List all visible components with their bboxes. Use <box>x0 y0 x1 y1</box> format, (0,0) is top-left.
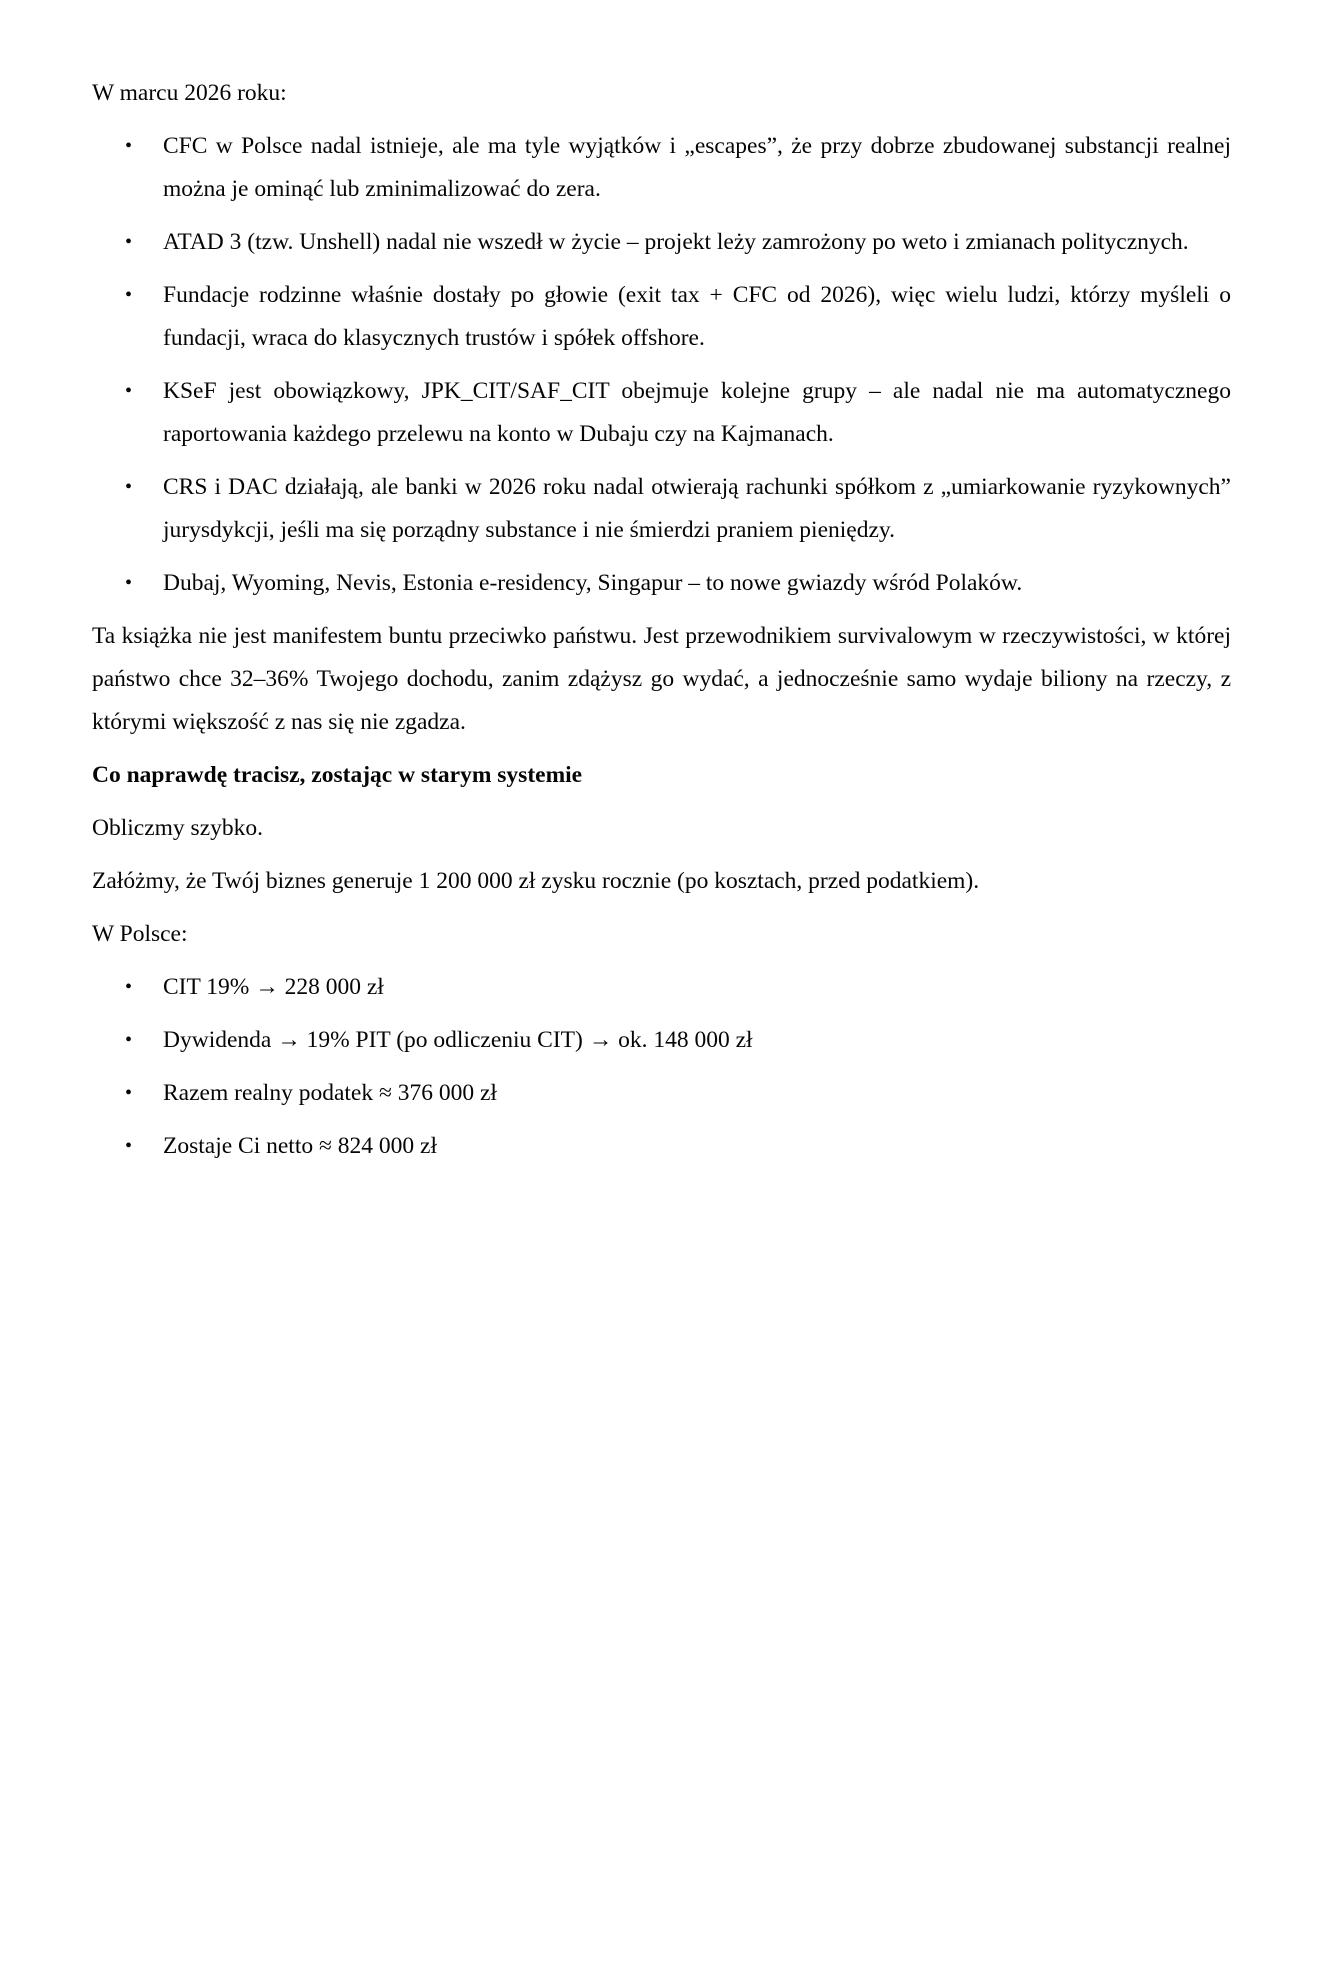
list-item: • Zostaje Ci netto ≈ 824 000 zł <box>92 1125 1231 1168</box>
list-item: • CRS i DAC działają, ale banki w 2026 roku nadal otwierają rachunki spółkom z „umiarkowanie ryzykownych” jurysdykcji, jeśli ma się porządny substance i nie śmierdzi praniem pieniędzy. <box>92 466 1231 552</box>
bullet-list-2026 <box>92 125 1231 605</box>
list-item: • ATAD 3 (tzw. Unshell) nadal nie wszedł w życie – projekt leży zamrożony po weto i zmianach politycznych. <box>92 221 1231 264</box>
poland-tax-list <box>92 966 1231 1168</box>
list-item: • KSeF jest obowiązkowy, JPK_CIT/SAF_CIT obejmuje kolejne grupy – ale nadal nie ma automatycznego raportowania każdego przelewu na konto w Dubaju czy na Kajmanach. <box>92 370 1231 456</box>
assumption-paragraph: Załóżmy, że Twój biznes generuje 1 200 000 zł zysku rocznie (po kosztach, przed podatkiem). <box>92 868 980 894</box>
list-item: • Fundacje rodzinne właśnie dostały po głowie (exit tax + CFC od 2026), więc wielu ludzi, którzy myśleli o fundacji, wraca do klasycznych trustów i spółek offshore. <box>92 274 1231 360</box>
list-item: • Dubaj, Wyoming, Nevis, Estonia e-residency, Singapur – to nowe gwiazdy wśród Polaków. <box>92 562 1231 605</box>
section-heading: Co naprawdę tracisz, zostając w starym systemie <box>92 762 583 788</box>
book-description-paragraph: Ta książka nie jest manifestem buntu przeciwko państwu. Jest przewodnikiem survivalowym w rzeczywistości, w której państwo chce 32–36% Twojego dochodu, zanim zdążysz go wydać, a jednocześnie samo wydaje biliony na rzeczy, z którymi większość z nas się nie zgadza. <box>92 623 1231 735</box>
list-item: • Razem realny podatek ≈ 376 000 zł <box>92 1072 1231 1115</box>
list-item: • CIT 19% → 228 000 zł <box>92 966 1231 1009</box>
intro-paragraph: W marcu 2026 roku: <box>92 80 287 106</box>
list-item: • Dywidenda → 19% PIT (po odliczeniu CIT) → ok. 148 000 zł <box>92 1019 1231 1062</box>
calc-intro-paragraph: Obliczmy szybko. <box>92 815 263 841</box>
list-item: • CFC w Polsce nadal istnieje, ale ma tyle wyjątków i „escapes”, że przy dobrze zbudowanej substancji realnej można je ominąć lub zminimalizować do zera. <box>92 125 1231 211</box>
poland-label: W Polsce: <box>92 921 188 947</box>
